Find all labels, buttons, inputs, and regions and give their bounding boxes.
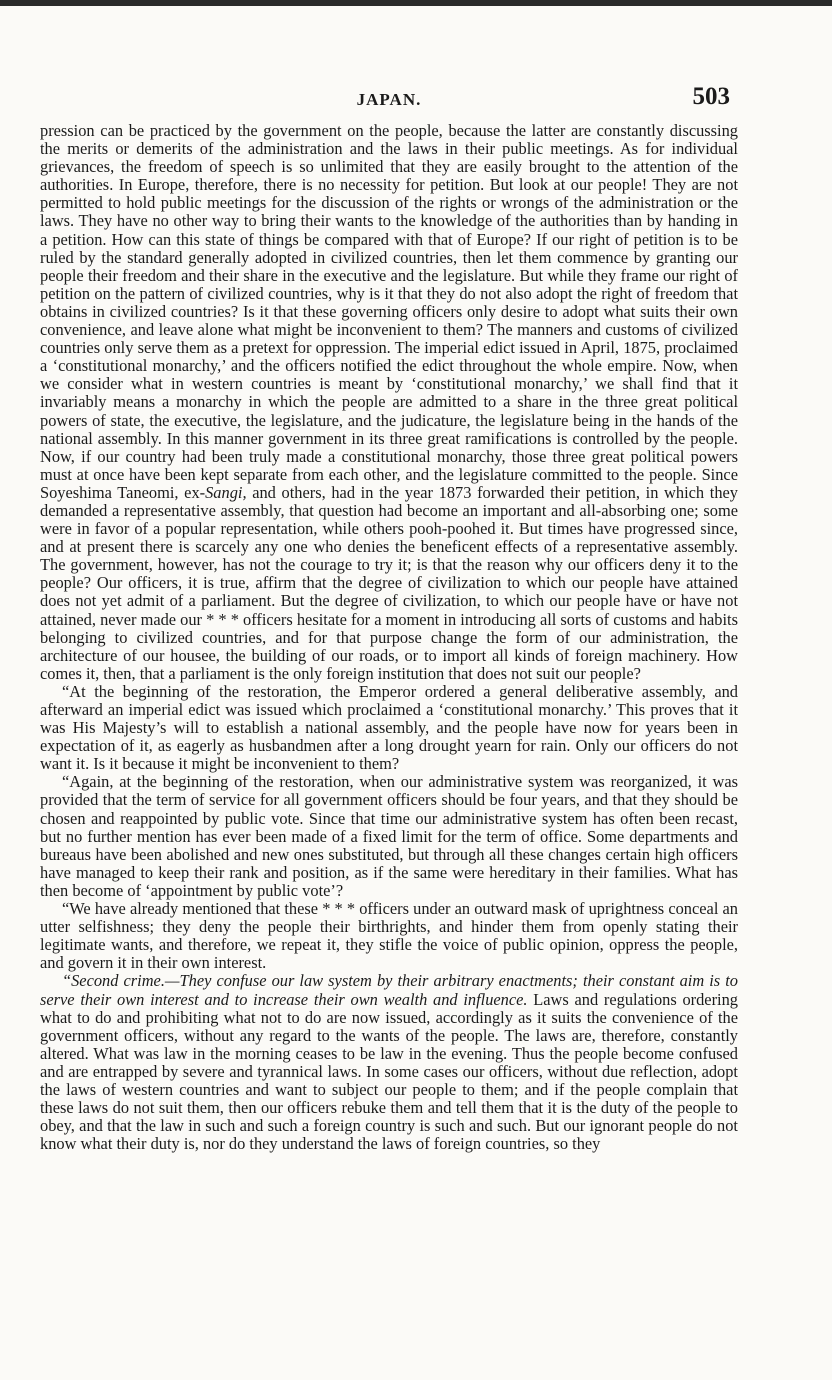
top-border-rule [0,0,832,6]
text-run: “Again, at the beginning of the restoration, when our administrative system was reorganized, it was provided that the term of service for all government officers should be four years, and that they should be chosen and reappointed by public vote. Since that time our administrative system has often been recast, but no further mention has ever been made of a fixed limit for the term of office. Some departments and bureaus have been abolished and new ones substituted, but through all these changes certain high officers have managed to keep their rank and position, as if the same were hereditary in their families. What has then become of ‘appointment by public vote’? [40,772,738,900]
paragraph [40,972,738,1153]
text-run: “At the beginning of the restoration, the Emperor ordered a general deliberative assembly, and afterward an imperial edict was issued which proclaimed a ‘constitutional monarchy.’ This proves that it was His Majesty’s will to establish a national assembly, and the people have now for years been in expectation of it, as eagerly as husbandmen after a long drought yearn for rain. Only our officers do not want it. Is it because it might be inconvenient to them? [40,681,738,774]
paragraph [40,122,738,683]
running-head [40,83,738,122]
running-title: JAPAN. [356,90,422,109]
text-run: “We have already mentioned that these * * * officers under an outward mask of uprightness conceal an utter selfishness; they deny the people their birthrights, and hinder them from openly stating their legitimate wants, and therefore, we repeat it, they stifle the voice of public opinion, oppress the people, and govern it in their own interest. [40,899,738,973]
text-run-italic: Sangi, [205,482,247,502]
book-page [40,83,738,1154]
text-run: and others, had in the year 1873 forwarded their petition, in which they demanded a representative assembly, that question had become an important and all-absorbing one; some were in favor of a popular representation, while others pooh-poohed it. But times have progressed since, and at present there is scarcely any one who denies the beneficent effects of a representative assembly. The government, however, has not the courage to try it; is that the reason why our officers deny it to the people? Our officers, it is true, affirm that the degree of civilization to which our people have attained does not yet admit of a parliament. But the degree of civilization, to which our people have or have not attained, never made our * * * officers hesitate for a moment in introducing all sorts of customs and habits belonging to civilized countries, and for that purpose change the form of our administration, the architecture of our housee, the building of our roads, or to import all kinds of foreign machinery. How comes it, then, that a parliament is the only foreign institution that does not suit our people? [40,482,738,683]
paragraph [40,773,738,900]
text-run: Laws and regulations ordering what to do and prohibiting what not to do are now issued, accordingly as it suits the convenience of the government officers, without any regard to the wants of the people. The laws are, therefore, constantly altered. What was law in the morning ceases to be law in the evening. Thus the people become confused and are entrapped by severe and tyrannical laws. In some cases our officers, without due reflection, adopt the laws of western countries and want to subject our people to them; and if the people complain that these laws do not suit them, then our officers rebuke them and tell them that it is the duty of the people to obey, and that the law in such and such a foreign country is such and such. But our ignorant people do not know what their duty is, nor do they understand the laws of foreign countries, so they [40,989,738,1154]
text-run: pression can be practiced by the government on the people, because the latter are constantly discussing the merits or demerits of the administration and the laws in their public meetings. As for individual grievances, the freedom of speech is so unlimited that they are easily brought to the attention of the authorities. In Europe, therefore, there is no necessity for petition. But look at our people! They are not permitted to hold public meetings for the discussion of the rights or wrongs of the administration or the laws. They have no other way to bring their wants to the knowledge of the authorities than by handing in a petition. How can this state of things be compared with that of Europe? If our right of petition is to be ruled by the standard generally adopted in civilized countries, then let them commence by granting our people their freedom and their share in the executive and the legislature. But while they frame our right of petition on the pattern of civilized countries, why is it that they do not also adopt the right of freedom that obtains in civilized countries? Is it that these governing officers only desire to adopt what suits their own convenience, and leave alone what might be inconvenient to them? The manners and customs of civilized countries only serve them as a pretext for oppression. The imperial edict issued in April, 1875, proclaimed a ‘constitutional monarchy,’ and the officers notified the edict throughout the whole empire. Now, when we consider what in western countries is meant by ‘constitutional monarchy,’ we shall find that it invariably means a monarchy in which the people are admitted to a share in the three great political powers of state, the executive, the legislature, and the judicature, the legislature being in the hands of the national assembly. In this manner government in its three great ramifications is controlled by the people. Now, if our country had been truly made a constitutional monarchy, those three great political powers must at once have been kept separate from each other, and the legislature committed to the people. Since Soyeshima Taneomi, ex- [40,121,738,502]
page-number: 503 [692,83,730,110]
paragraph [40,900,738,972]
body-text [40,122,738,1153]
text-run-italic: “Second crime.—They confuse our law system by their arbitrary enactments; their constant aim is to serve their own interest and to increase their own wealth and influence. [40,971,738,1009]
paragraph [40,683,738,773]
